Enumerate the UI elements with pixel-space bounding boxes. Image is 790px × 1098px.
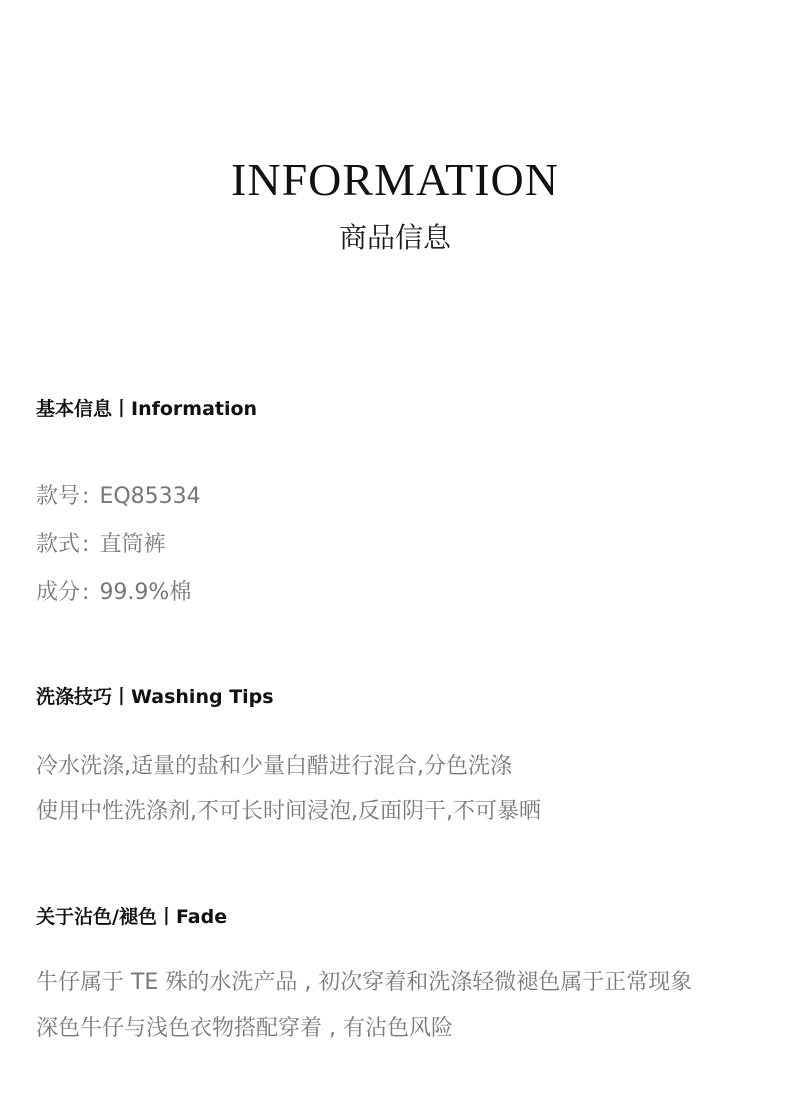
page-subtitle: 商品信息 (338, 221, 451, 254)
style-number-row (36, 482, 201, 512)
washing-tip-line: 使用中性洗涤剂,不可长时间浸泡,反面阴干,不可暴晒 (36, 799, 541, 824)
basic-info-heading: 基本信息丨Information (36, 398, 258, 420)
washing-tip-line: 冷水洗涤,适量的盐和少量白醋进行混合,分色洗涤 (36, 754, 512, 779)
composition-value: 99.9%棉 (99, 580, 192, 605)
fade-note-line: 牛仔属于 TE 殊的水洗产品 , 初次穿着和洗涤轻微褪色属于正常现象 (36, 970, 693, 995)
field-separator: : (82, 532, 90, 557)
style-number-label: 款号 (36, 484, 81, 509)
style-value: 直筒裤 (99, 532, 166, 557)
composition-label: 成分 (36, 580, 81, 605)
field-separator: : (82, 580, 90, 605)
page-title: INFORMATION (231, 154, 559, 205)
style-label: 款式 (36, 532, 81, 557)
field-separator: : (82, 484, 90, 509)
fade-note-line: 深色牛仔与浅色衣物搭配穿着 , 有沾色风险 (36, 1016, 453, 1041)
washing-tips-heading: 洗涤技巧丨Washing Tips (36, 686, 274, 708)
style-row (36, 530, 165, 560)
fade-heading: 关于沾色/褪色丨Fade (36, 906, 228, 928)
style-number-value: EQ85334 (99, 484, 201, 509)
page-header (0, 150, 790, 256)
composition-row (36, 578, 191, 608)
